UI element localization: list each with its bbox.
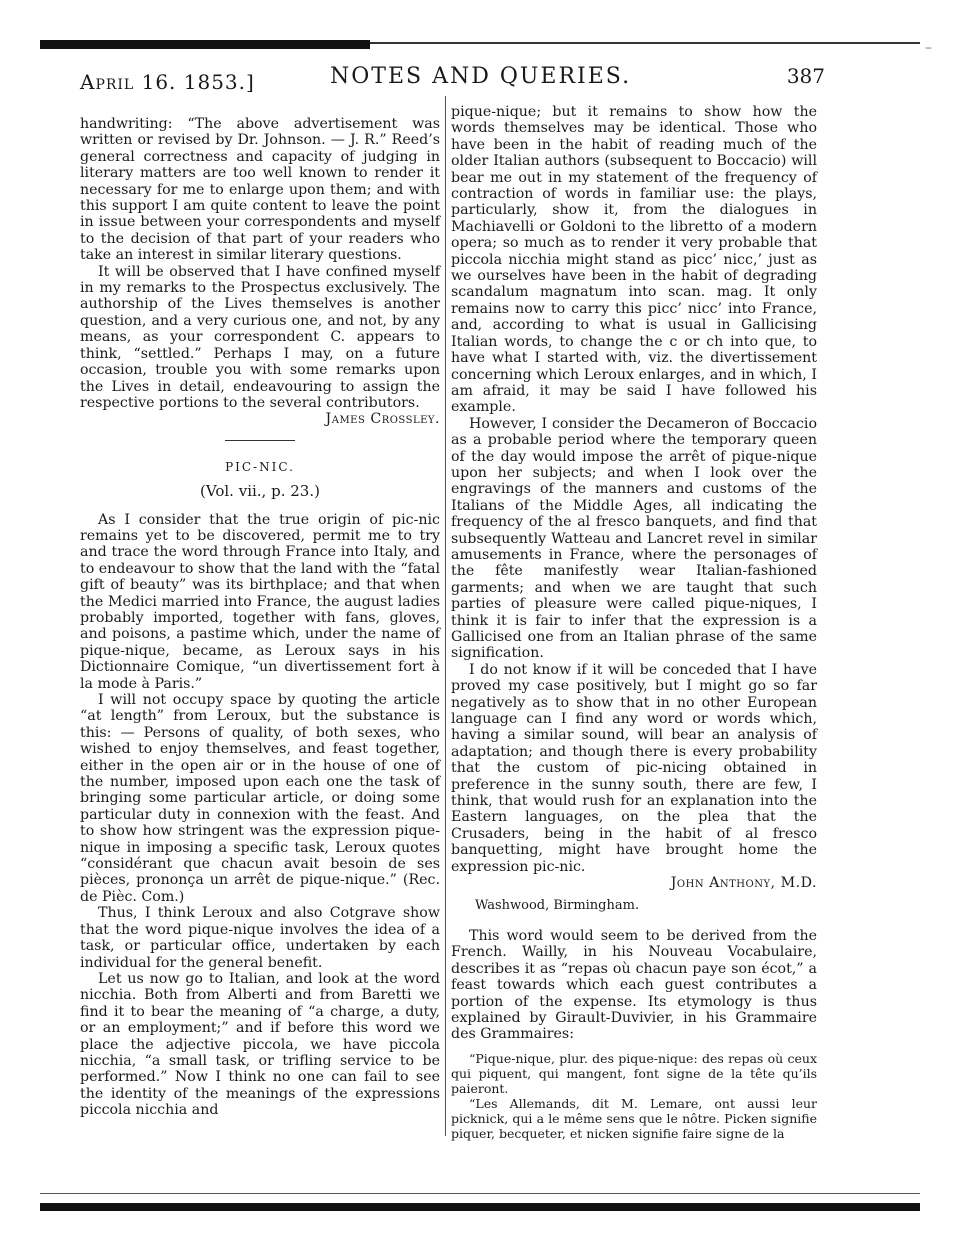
paragraph: This word would seem to be derived from the French. Wailly, in his Nouveau Vocabulaire, describes it as “repas où chacun paye son écot,” a feast towards which each guest contributes a portion of the expense. Its etymology is thus explained by Girault-Duvivier, in his Grammaire des Grammaires: — [451, 927, 817, 1043]
page-header — [80, 58, 825, 98]
paragraph: However, I consider the Decameron of Boccacio as a probable period where the temporary queen of the day would impose the arrêt of pique-nique upon her subjects; and when I look over the engravings of the manners and customs of the Italians of the Middle Ages, all indicating the frequency of the al fresco banquets, and find that subsequently Watteau and Lancret revel in similar amusements in France, where the personages of the fête manifestly wear Italian-fashioned garments; and when we are taught that such parties of pleasure were called pique-niques, I think it is fair to infer that the expression is a Gallicised one from an Italian phrase of the same signification. — [451, 415, 817, 662]
paragraph: I do not know if it will be conceded that I have proved my case positively, but I might go so far negatively as to show that in no other European language can I find any word or words which, having a similar sound, will bear an analysis of adaptation; and though there is every probability that the custom of pic-nicing obtained in preference in the sunny south, there are few, I think, that would rush for an explanation into the Eastern languages, on the plea that the Crusaders, being in the habit of al fresco banquetting, might have brought home the expression pic-nic. — [451, 661, 817, 875]
bottom-rule-thin — [40, 1193, 920, 1194]
paragraph: handwriting: “The above advertisement was written or revised by Dr. Johnson. — J. R.” Reed’s general correctness and capacity of judging in literary matters are too well known to render it necessary for me to enlarge upon them; and with this support I am quite content to leave the point in issue between your correspondents and myself to the decision of that part of your readers who take an interest in similar literary questions. — [80, 116, 440, 264]
paragraph: It will be observed that I have confined myself in my remarks to the Prospectus exclusively. The authorship of the Lives themselves is another question, and a very curious one, and not, by any means, as your correspondent C. appears to think, “settled.” Perhaps I may, on a future occasion, trouble you with some remarks upon the Lives in detail, endeavouring to assign the respective portions to the several contributors. — [80, 263, 440, 411]
paragraph: Let us now go to Italian, and look at the word nicchia. Both from Alberti and from Baretti we find it to bear the meaning of “a charge, a duty, or an employment;” and if before this word we place the adjective piccola, we have piccola nicchia, “a small task, or trifling service to be performed.” Now I think no one can fail to see the identity of the meanings of the expressions piccola nicchia and — [80, 970, 440, 1119]
quotation: “Les Allemands, dit M. Lemare, ont aussi leur picknick, qui a le même sens que le nôtre. Picken signifie piquer, becqueter, et nicken signifie faire signe de la — [451, 1095, 817, 1141]
paragraph: As I consider that the true origin of pic-nic remains yet to be discovered, permit me to try and trace the word through France into Italy, and to endeavour to show that the land with the “fatal gift of beauty” was its birthplace; and that when the Medici married into France, the august ladies probably imported, together with fans, gloves, and poisons, a pastime which, under the name of pique-nique, became, as Leroux says in his Dictionnaire Comique, “un divertissement fort à la mode à Paris.” — [80, 511, 440, 692]
address-line: Washwood, Birmingham. — [475, 897, 640, 913]
article-heading: PIC-NIC. — [225, 459, 295, 474]
paragraph: Thus, I think Leroux and also Cotgrave show that the word pique-nique involves the idea of a task, or particular office, undertaken by each individual for the general benefit. — [80, 905, 440, 971]
page-number: 387 — [786, 64, 825, 88]
signature-anthony: John Anthony, M.D. — [670, 875, 817, 892]
margin-mark: – — [925, 40, 932, 56]
paragraph: I will not occupy space by quoting the article “at length” from Leroux, but the substance is this: — Persons of quality, of both sexes, who wished to enjoy themselves, and feast together, either in the open air or in the house of one of the number, imposed upon each one the task of bringing some particular article, or doing some particular duty in connexion with the feast. And to show how stringent was the expression pique-nique in imposing a specific task, Leroux quotes “considérant que chacun avait besoin de ses pièces, prononça un arrêt de pique-nique.” (Rec. de Pièc. Com.) — [80, 692, 440, 905]
quotation: “Pique-nique, plur. des pique-nique: des repas où ceux qui piquent, qui mangent, font signe de la tête qu’ils paieront. — [451, 1050, 817, 1096]
volume-reference: (Vol. vii., p. 23.) — [200, 482, 320, 501]
paragraph: pique-nique; but it remains to show how the words themselves may be identical. Those who have been in the habit of reading much of the older Italian authors (subsequent to Boccacio) will bear me out in my statement of the frequency of contraction of words in familiar use: the plays, particularly, show it, from the dialogues in Machiavelli or Goldoni to the libretto of a modern opera; so much as to render it very probable that piccola nicchia might stand as picc’ nicc,’ just as we ourselves have been in the habit of degrading scandalum magnatum into scan. mag. It only remains now to carry this picc’ nicc’ into France, and, according to what is usual in Gallicising Italian words, to change the c or ch into que, to have what I started with, viz. the divertissement concerning which Leroux enlarges, and in which, I am afraid, it may be said I have followed his example. — [451, 104, 817, 416]
top-rule-thin — [370, 42, 920, 44]
left-column — [80, 116, 440, 1119]
header-title: NOTES AND QUERIES. — [330, 64, 632, 89]
right-column — [451, 104, 817, 1141]
signature-crossley: James Crossley. — [325, 411, 440, 428]
section-separator — [225, 440, 295, 441]
header-date: April 16. 1853.] — [80, 70, 255, 94]
column-divider — [445, 96, 446, 1136]
bottom-rule-thick — [40, 1203, 920, 1211]
top-rule-thick — [40, 40, 370, 49]
